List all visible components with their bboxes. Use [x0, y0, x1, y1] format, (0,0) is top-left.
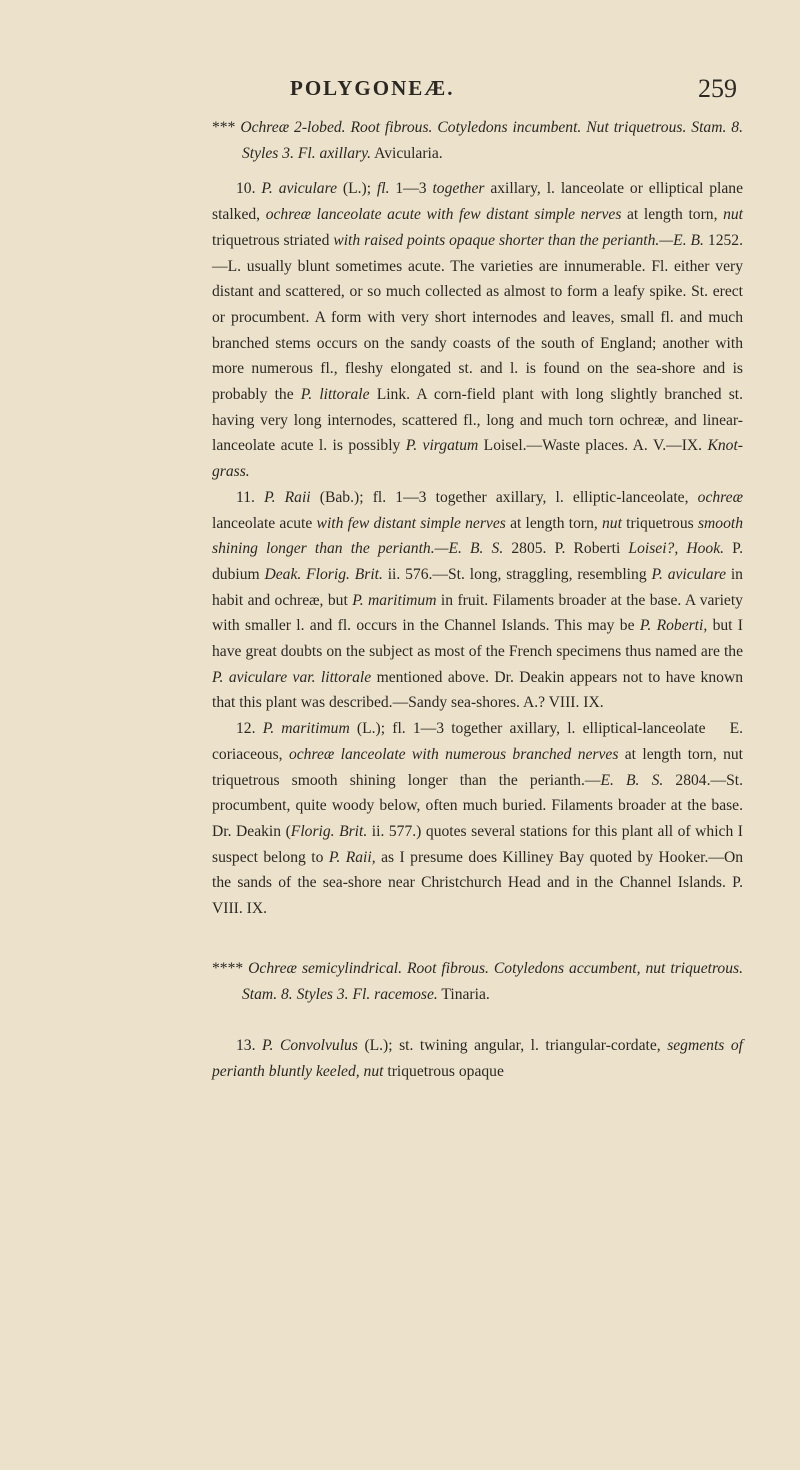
- text-run: triquetrous: [621, 514, 698, 532]
- italic-text: Ochreæ 2-lobed.: [240, 119, 346, 136]
- text-run: at length torn,: [621, 206, 724, 224]
- text-run: P. dubium: [212, 540, 743, 583]
- italic-text: Fl. axillary.: [297, 144, 372, 162]
- italic-text: Root fibrous.: [406, 959, 489, 977]
- text-run: (L.);: [337, 180, 377, 198]
- italic-text: P. maritimum: [352, 591, 437, 609]
- text-run: triquetrous striated: [212, 231, 334, 249]
- text-run: at length torn,: [505, 514, 602, 532]
- italic-text: nut: [723, 206, 744, 224]
- italic-text: Cotyledons incumbent. Nut triquetrous.: [437, 119, 687, 136]
- italic-text: Fl. racemose.: [352, 985, 438, 1003]
- italic-text: smooth shining longer than the perianth.—E. B. S.: [212, 514, 744, 558]
- text-run: 2804.—St. procumbent, quite woody below, often much buried. Filaments broader at the base. Dr. Deakin (: [212, 771, 743, 840]
- italic-text: P. aviculare: [261, 180, 337, 198]
- italic-text: Cotyledons accumbent, nut triquetrous.: [493, 959, 743, 977]
- italic-text: fl.: [376, 180, 390, 198]
- paragraph-gap: [212, 922, 743, 956]
- text-run: as I presume does Killiney Bay quoted by Hooker.—On the sands of the sea-shore near Christchurch Head and in the Channel Islands. P. VIII. IX.: [212, 848, 744, 918]
- italic-text: P. littorale: [300, 386, 370, 404]
- text-run: 10.: [236, 180, 262, 198]
- italic-text: P. Roberti,: [639, 617, 708, 635]
- text-run: ii. 576.—St. long, straggling, resembling: [382, 565, 652, 583]
- text-run: 11.: [236, 488, 265, 506]
- italic-text: Styles 3.: [296, 985, 349, 1003]
- italic-text: Root fibrous.: [350, 119, 433, 136]
- text-run: (L.); st. twining angular, l. triangular-cordate,: [357, 1037, 668, 1055]
- text-run: mentioned above. Dr. Deakin appears not to have known that this plant was described.—Sandy sea-shores. A.? VIII. IX.: [212, 668, 743, 712]
- page-body: [212, 115, 743, 1085]
- italic-text: segments of perianth bluntly keeled, nut: [212, 1037, 744, 1080]
- text-run: Loisel.—Waste places. A. V.—IX.: [478, 437, 708, 455]
- text-run: Link. A corn-field plant with long slightly branched st. having very long internodes, scattered fl., long and much torn ochreæ, and linear-lanceolate acute l. is possibly: [212, 386, 744, 455]
- italic-text: nut: [602, 514, 622, 532]
- author-initial: E.: [729, 720, 743, 738]
- paragraph-gap: [212, 166, 743, 176]
- page-number: 259: [698, 74, 737, 103]
- text-run: ***: [212, 119, 241, 136]
- text-run: triquetrous opaque: [383, 1062, 504, 1080]
- species-entry-aviculare: [212, 176, 743, 484]
- text-run: (L.); fl. 1—3 together axillary, l. elliptical-lanceolate coriaceous,: [212, 720, 706, 763]
- italic-text: Florig. Brit.: [290, 822, 368, 840]
- text-run: 1252.—L. usually blunt sometimes acute. The varieties are innumerable. Fl. either very distant and scattered, or so much collected as almost to form a leafy spike. St. erect or procumbent. A form with very short internodes and leaves, small fl. and much branched stems occurs on the sandy coasts of the south of England; another with more numerous fl., fleshy elongated st. and l. is found on the sea-shore and is probably the: [212, 231, 743, 404]
- text-run: in habit and ochreæ, but: [212, 565, 743, 609]
- text-run: 1—3: [389, 180, 433, 198]
- italic-text: Stam. 8.: [242, 985, 293, 1003]
- species-entry-raii: [212, 485, 743, 716]
- italic-text: Ochreæ semicylindrical.: [248, 959, 402, 977]
- section-note-trigonous: [212, 115, 743, 166]
- italic-text: P. aviculare var. littorale: [212, 668, 372, 686]
- text-run: at length torn, nut triquetrous smooth shining longer than the perianth.—: [212, 745, 743, 789]
- italic-text: ochreæ lanceolate acute with few distant simple nerves: [265, 206, 622, 224]
- italic-text: E. B. S.: [600, 771, 664, 789]
- italic-text: P. aviculare: [651, 565, 727, 583]
- italic-text: P. virgatum: [405, 437, 479, 455]
- italic-text: P. Convolvulus: [262, 1037, 358, 1055]
- italic-text: Knot-grass.: [212, 437, 743, 481]
- italic-text: ochreæ lanceolate with numerous branched nerves: [288, 745, 619, 763]
- italic-text: P. Raii: [264, 488, 311, 506]
- section-note-tinaria: [212, 956, 743, 1007]
- text-run: Tinaria.: [437, 985, 490, 1003]
- italic-text: P. maritimum: [262, 720, 350, 738]
- paragraph-gap: [212, 1007, 743, 1033]
- italic-text: ochreæ: [697, 488, 743, 506]
- text-run: axillary, l. lanceolate or elliptical plane stalked,: [212, 180, 744, 224]
- text-run: 12.: [236, 720, 263, 738]
- italic-text: Deak. Florig. Brit.: [264, 565, 383, 583]
- italic-text: with raised points opaque shorter than the perianth.—E. B.: [333, 231, 704, 249]
- italic-text: P. Raii,: [328, 848, 376, 866]
- running-title: POLYGONEÆ.: [290, 76, 455, 100]
- italic-text: Styles 3.: [242, 144, 294, 162]
- italic-text: together: [432, 180, 485, 198]
- text-run: ****: [212, 959, 249, 977]
- text-run: (Bab.); fl. 1—3 together axillary, l. elliptic-lanceolate,: [310, 488, 698, 506]
- text-run: but I have great doubts on the subject as most of the French specimens thus named are the: [212, 617, 744, 661]
- text-run: Avicularia.: [371, 144, 443, 162]
- text-run: ii. 577.) quotes several stations for this plant all of which I suspect belong to: [212, 822, 744, 866]
- species-entry-convolvulus: [212, 1033, 743, 1084]
- text-run: 13.: [236, 1037, 263, 1055]
- running-head: [0, 76, 800, 106]
- text-run: 2805. P. Roberti: [503, 540, 629, 558]
- italic-text: Stam. 8.: [691, 119, 743, 136]
- italic-text: with few distant simple nerves: [316, 514, 506, 532]
- species-entry-maritimum: [212, 716, 743, 922]
- text-run: in fruit. Filaments broader at the base. A variety with smaller l. and fl. occurs in the Channel Islands. This may be: [212, 591, 743, 635]
- italic-text: Loisei?, Hook.: [628, 540, 725, 558]
- text-run: lanceolate acute: [212, 514, 317, 532]
